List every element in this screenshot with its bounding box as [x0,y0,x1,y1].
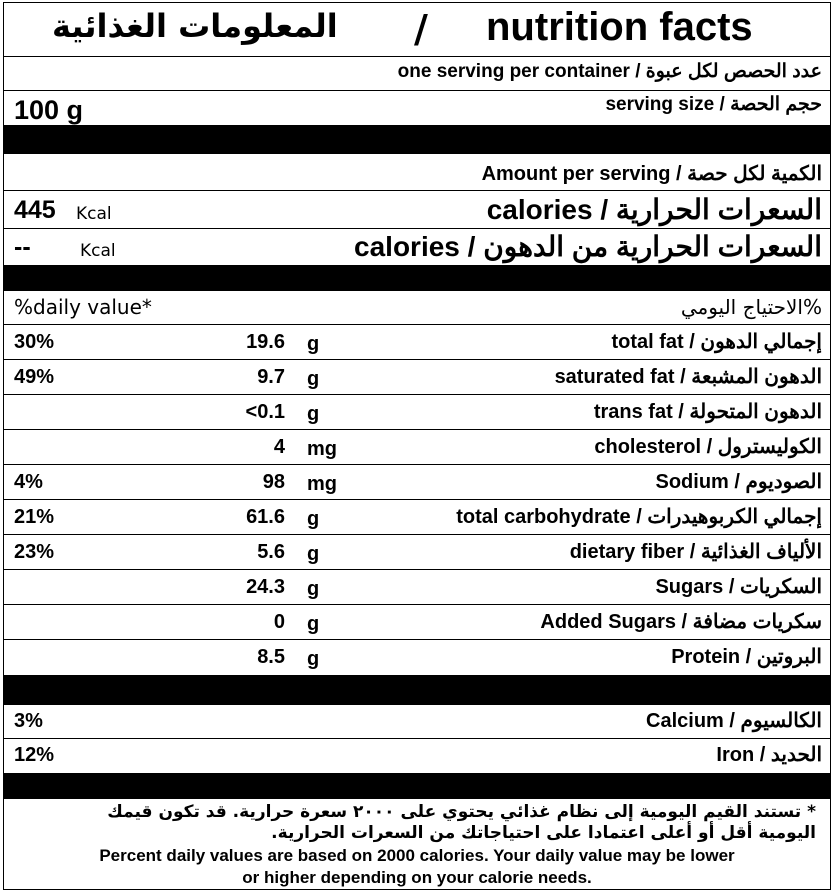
mineral-label: Iron / الحديد [716,744,822,766]
nutrient-label: dietary fiber / الألياف الغذائية [569,541,822,563]
amount-per-serving: Amount per serving / الكمية لكل حصة [481,163,822,185]
thick-divider-1 [4,125,830,153]
nutrient-unit: mg [307,473,337,495]
nutrient-amount: 61.6 [246,506,285,528]
mineral-daily-percent: 12% [14,744,55,766]
nutrient-label: Protein / البروتين [671,646,822,668]
serving-size-label: serving size / حجم الحصة [605,94,822,115]
nutrient-unit: g [307,508,320,530]
nutrient-amount: 24.3 [246,576,285,598]
title-english: nutrition facts [486,5,753,49]
daily-value-en: %daily value* [14,295,152,319]
thick-divider-2 [4,265,830,291]
nutrient-row [4,325,830,360]
nutrient-unit: g [307,648,320,670]
calories-row [4,191,830,229]
calories-from-fat-unit: Kcal [80,241,116,261]
footnote-en-line2: or higher depending on your calorie needs. [242,868,592,887]
nutrient-label: total fat / إجمالي الدهون [611,331,822,353]
calories-from-fat-row [4,229,830,265]
nutrient-label: Sugars / السكريات [655,576,822,598]
mineral-row [4,739,830,773]
nutrient-amount: 0 [273,611,285,633]
nutrient-unit: g [307,543,320,565]
title-arabic: المعلومات الغذائية [52,7,338,45]
nutrient-amount: 8.5 [257,646,285,668]
calories-from-fat-label: calories / السعرات الحرارية من الدهون [354,231,822,262]
nutrient-daily-percent: 4% [14,471,43,493]
nutrient-amount: 5.6 [257,541,285,563]
nutrient-row [4,570,830,605]
nutrient-row [4,535,830,570]
nutrient-unit: g [307,333,320,355]
servings-per-container-row [4,57,830,91]
amount-per-serving-row [4,153,830,191]
serving-size-row [4,91,830,125]
daily-value-ar: %الاحتياج اليومي [680,295,822,319]
nutrient-unit: g [307,368,320,390]
nutrient-row [4,500,830,535]
nutrient-daily-percent: 21% [14,506,55,528]
footnote-en-line1: Percent daily values are based on 2000 calories. Your daily value may be lower [99,846,735,865]
mineral-daily-percent: 3% [14,710,43,732]
footnote-ar-line2: اليومية أقل أو أعلى اعتمادا على احتياجاتك من السعرات الحرارية. [271,823,816,843]
title-separator: / [414,7,428,51]
nutrient-row [4,640,830,675]
nutrient-amount: 98 [262,471,285,493]
thick-divider-3 [4,675,830,705]
nutrition-label [3,2,831,890]
nutrient-amount: <0.1 [245,401,285,423]
nutrient-row [4,465,830,500]
calories-unit: Kcal [76,204,112,224]
footnote-ar-line1: * تستند القيم اليومية إلى نظام غذائي يحتوي على ٢٠٠٠ سعرة حرارية. قد تكون قيمك [107,802,816,822]
thick-divider-4 [4,773,830,799]
calories-from-fat-value: -- [14,233,31,261]
nutrient-label: cholesterol / الكوليسترول [594,436,822,458]
nutrient-amount: 4 [273,436,285,458]
nutrient-row [4,430,830,465]
nutrient-daily-percent: 30% [14,331,55,353]
nutrient-row [4,605,830,640]
nutrient-label: total carbohydrate / إجمالي الكربوهيدرات [456,506,822,528]
calories-value: 445 [14,196,56,224]
nutrient-label: trans fat / الدهون المتحولة [593,401,822,423]
serving-size-value: 100 g [14,95,84,125]
nutrient-unit: g [307,403,320,425]
nutrient-daily-percent: 49% [14,366,55,388]
nutrient-label: saturated fat / الدهون المشبعة [554,366,822,388]
nutrient-row [4,360,830,395]
calories-label: calories / السعرات الحرارية [486,194,822,225]
nutrient-amount: 19.6 [246,331,285,353]
nutrient-daily-percent: 23% [14,541,55,563]
nutrient-unit: g [307,578,320,600]
mineral-row [4,705,830,739]
header-row [4,3,830,57]
nutrient-row [4,395,830,430]
nutrient-label: Sodium / الصوديوم [655,471,822,493]
mineral-label: Calcium / الكالسيوم [646,710,822,732]
nutrient-unit: mg [307,438,337,460]
nutrient-unit: g [307,613,320,635]
footnote [4,799,830,889]
nutrient-label: Added Sugars / سكريات مضافة [540,611,822,633]
daily-value-header-row [4,291,830,325]
nutrient-amount: 9.7 [257,366,285,388]
servings-per-container: one serving per container / عدد الحصص لكل عبوة [397,61,822,82]
